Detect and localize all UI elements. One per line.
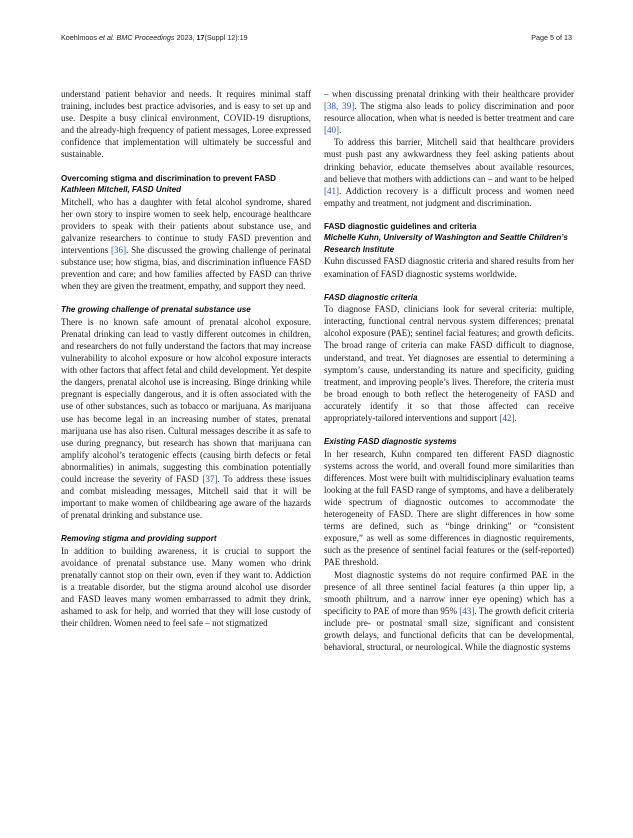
text-run: . Addiction recovery is a difficult process and women need empathy and treatment, not judgment and discrimination. — [324, 185, 574, 208]
page-number: Page 5 of 13 — [531, 32, 572, 42]
citation-link[interactable]: [41] — [324, 185, 340, 196]
citation-journal: et al. BMC Proceedings — [98, 32, 175, 42]
subsection-heading-removing-stigma: Removing stigma and providing support — [61, 534, 217, 544]
growing-challenge-paragraph — [61, 316, 311, 522]
journal-citation — [61, 33, 248, 42]
text-run: Mitchell, who has a daughter with fetal alcohol syndrome, shared her own story to inspire women to seek help, encourage healthcare providers to speak with their patients about substance use, and galvanize researchers to continue to study FASD prevention and interventions — [61, 196, 311, 255]
citation-issue: (Suppl 12):19 — [204, 32, 248, 42]
removing-stigma-paragraph: In addition to building awareness, it is crucial to support the avoidance of prenatal substance use. Many women who drink prenatally cannot stop on their own, even if they want to. Addiction is a treatable disorder, but the stigma around alcohol use disorder and FASD leaves many women embarrassed to admit they drink, ashamed to ask for help, and worried that they will lose custody of their children. Women need to feel safe – not stigmatized — [61, 545, 311, 629]
text-run: – when discussing prenatal drinking with their healthcare provider — [324, 89, 574, 99]
subsection-heading-growing-challenge: The growing challenge of prenatal substance use — [61, 305, 251, 315]
section-heading-diagnostic-guidelines: FASD diagnostic guidelines and criteria — [324, 221, 477, 231]
citation-link[interactable]: [37] — [202, 474, 218, 485]
citation-authors: Koehlmoos — [61, 32, 97, 42]
text-run: To address this barrier, Mitchell said that healthcare providers must push past any awkwardness they feel asking patients about drinking behavior, educate themselves about available resources, and believe that mothers with addictions can – and want to be helped — [324, 137, 574, 184]
text-run: . — [339, 125, 342, 136]
citation-link[interactable]: [40] — [324, 125, 340, 136]
left-column — [61, 88, 311, 778]
diagnostic-systems-paragraph: In her research, Kuhn compared ten different FASD diagnostic systems across the world, and overall found more similarities than differences. Most were built with multidisciplinary evaluation teams looking at the full FASD range of symptoms, and have a deliberately wide spectrum of diagnostic outcomes to accommodate the heterogeneity of FASD. There are slight differences in how some terms are defined, such as “binge drinking” or “consistent exposure,” as well as some differences in diagnostic requirements, such as the presence of sentinel facial features or the (self-reported) PAE threshold. — [324, 448, 574, 568]
text-run: . The stigma also leads to policy discrimination and poor resource allocation, when what is needed is better treatment and care — [324, 101, 574, 124]
citation-volume: 17 — [196, 32, 205, 42]
text-run: . To address these issues and combat misleading messages, Mitchell said that it will be important to make women of childbearing age aware of the hazards of prenatal drinking and substance use. — [61, 474, 311, 521]
citation-year: 2023, — [176, 32, 195, 42]
citation-link[interactable]: [43] — [459, 605, 475, 616]
right-column — [324, 88, 574, 778]
facial-features-paragraph — [324, 569, 574, 654]
text-run: Most diagnostic systems do not require confirmed PAE in the presence of all three sentinel facial features (a thin upper lip, a smooth philtrum, and a narrow inner eye opening) which has a specificity to PAE of more than 95% — [324, 569, 574, 616]
citation-link[interactable]: [38, 39] — [324, 101, 355, 112]
text-run: To diagnose FASD, clinicians look for several criteria: multiple, interacting, functional central nervous system differences; prenatal alcohol exposure (PAE); sentinel facial features; and growth deficits. The broad range of criteria can make FASD difficult to diagnose, understand, and treat. Yet diagnoses are essential to determining a symptom’s cause, understanding its nature and specificity, guiding treatment, and improving people’s lives. Therefore, the criteria must be broad enough to both reflect the heterogeneity of FASD and accurately identify it so that those affected can receive appropriately-tailored interventions and support — [324, 304, 574, 423]
intro-paragraph: understand patient behavior and needs. It requires minimal staff training, includes best practice advisories, and is easy to set up and use. Despite a busy clinical environment, COVID-19 disruptions, and the already-high frequency of patient messages, Loree expressed confidence that implementation will ultimately be successful and sustainable. — [61, 89, 311, 160]
citation-link[interactable]: [42] — [499, 412, 515, 423]
text-run: . She discussed the growing challenge of perinatal substance use; how stigma, bias, and discrimination influence FASD prevention and care; and how families affected by FASD can thrive when they are given the treatment, empathy, and support they need. — [61, 244, 311, 292]
subsection-heading-diagnostic-systems: Existing FASD diagnostic systems — [324, 437, 457, 447]
citation-link[interactable]: [36] — [111, 244, 127, 255]
barrier-paragraph — [324, 136, 574, 209]
text-run: . The growth deficit criteria include pre- or postnatal small size, significant and consistent growth delays, and functional deficits that can be developmental, behavioral, structural, or neurological. While the diagnostic systems — [324, 605, 574, 653]
diagnostic-criteria-paragraph — [324, 303, 574, 424]
kuhn-paragraph: Kuhn discussed FASD diagnostic criteria and shared results from her examination of FASD diagnostic systems worldwide. — [324, 256, 574, 279]
section-heading-stigma: Overcoming stigma and discrimination to prevent FASD — [61, 173, 276, 183]
running-header — [61, 30, 572, 44]
section-author-mitchell: Kathleen Mitchell, FASD United — [61, 185, 182, 195]
subsection-heading-diagnostic-criteria: FASD diagnostic criteria — [324, 292, 418, 302]
mitchell-paragraph — [61, 196, 311, 293]
section-author-kuhn: Michelle Kuhn, University of Washington and Seattle Children’s Research Institute — [324, 233, 568, 254]
text-run: There is no known safe amount of prenatal alcohol exposure. Prenatal drinking can lead to vastly different outcomes in children, and researchers do not fully understand the factors that may increase vulnerability to alcohol exposure or how alcohol exposure interacts with other factors that affect fetal and child development. Yet despite the dangers, prenatal alcohol use is increasing. Binge drinking while pregnant is especially dangerous, and it is often associated with the use of other substances, such as tobacco or marijuana. As marijuana use has become legal in an increasing number of states, prenatal marijuana use has also risen. Cultural messages describe it as safe to use during pregnancy, but research has shown that marijuana can amplify alcohol’s teratogenic effects (causing birth defects or fetal abnormalities) in animals, suggesting this combination potentially could increase the severity of FASD — [61, 316, 311, 485]
continued-paragraph — [324, 88, 574, 136]
text-run: . — [514, 412, 517, 423]
